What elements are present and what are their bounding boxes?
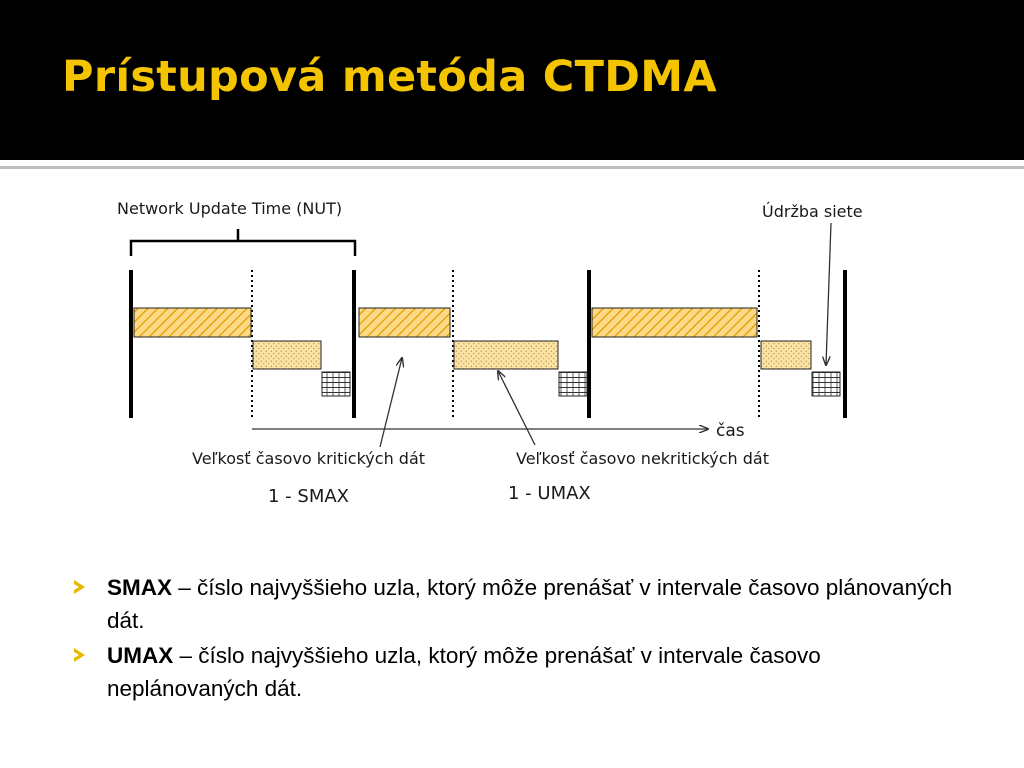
- maintenance-pointer: [826, 223, 831, 365]
- maintenance-block-3: [812, 372, 840, 396]
- noncritical-data-pointer: [498, 371, 535, 445]
- unscheduled-data-block-2: [454, 341, 558, 369]
- umax-label: 1 - UMAX: [508, 483, 591, 504]
- bullet-term: UMAX: [107, 643, 174, 668]
- bullet-text: – číslo najvyššieho uzla, ktorý môže prenášať v intervale časovo plánovaných dát.: [107, 575, 953, 633]
- bullet-term: SMAX: [107, 575, 173, 600]
- critical-data-label: Veľkosť časovo kritických dát: [192, 449, 426, 468]
- unscheduled-data-block-1: [253, 341, 321, 369]
- bullet-smax: [74, 571, 974, 637]
- maintenance-block-2: [559, 372, 587, 396]
- bullet-arrow-icon: [74, 648, 85, 662]
- nut-bracket: [131, 229, 355, 256]
- noncritical-data-label: Veľkosť časovo nekritických dát: [516, 449, 770, 468]
- bullet-arrow-icon: [74, 580, 85, 594]
- scheduled-data-block-3: [592, 308, 757, 337]
- scheduled-data-block-1: [134, 308, 251, 337]
- bullet-text: – číslo najvyššieho uzla, ktorý môže prenášať v intervale časovo neplánovaných dát.: [107, 643, 821, 701]
- nut-label: Network Update Time (NUT): [117, 199, 343, 218]
- unscheduled-data-block-3: [761, 341, 811, 369]
- smax-label: 1 - SMAX: [268, 486, 349, 507]
- critical-data-pointer: [380, 358, 402, 447]
- definition-list: [74, 571, 974, 707]
- scheduled-data-block-2: [359, 308, 450, 337]
- bullet-umax: [74, 639, 974, 705]
- maintenance-label: Údržba siete: [762, 202, 863, 221]
- maintenance-block-1: [322, 372, 350, 396]
- slide-title: Prístupová metóda CTDMA: [62, 52, 717, 102]
- time-axis-label: čas: [716, 421, 745, 441]
